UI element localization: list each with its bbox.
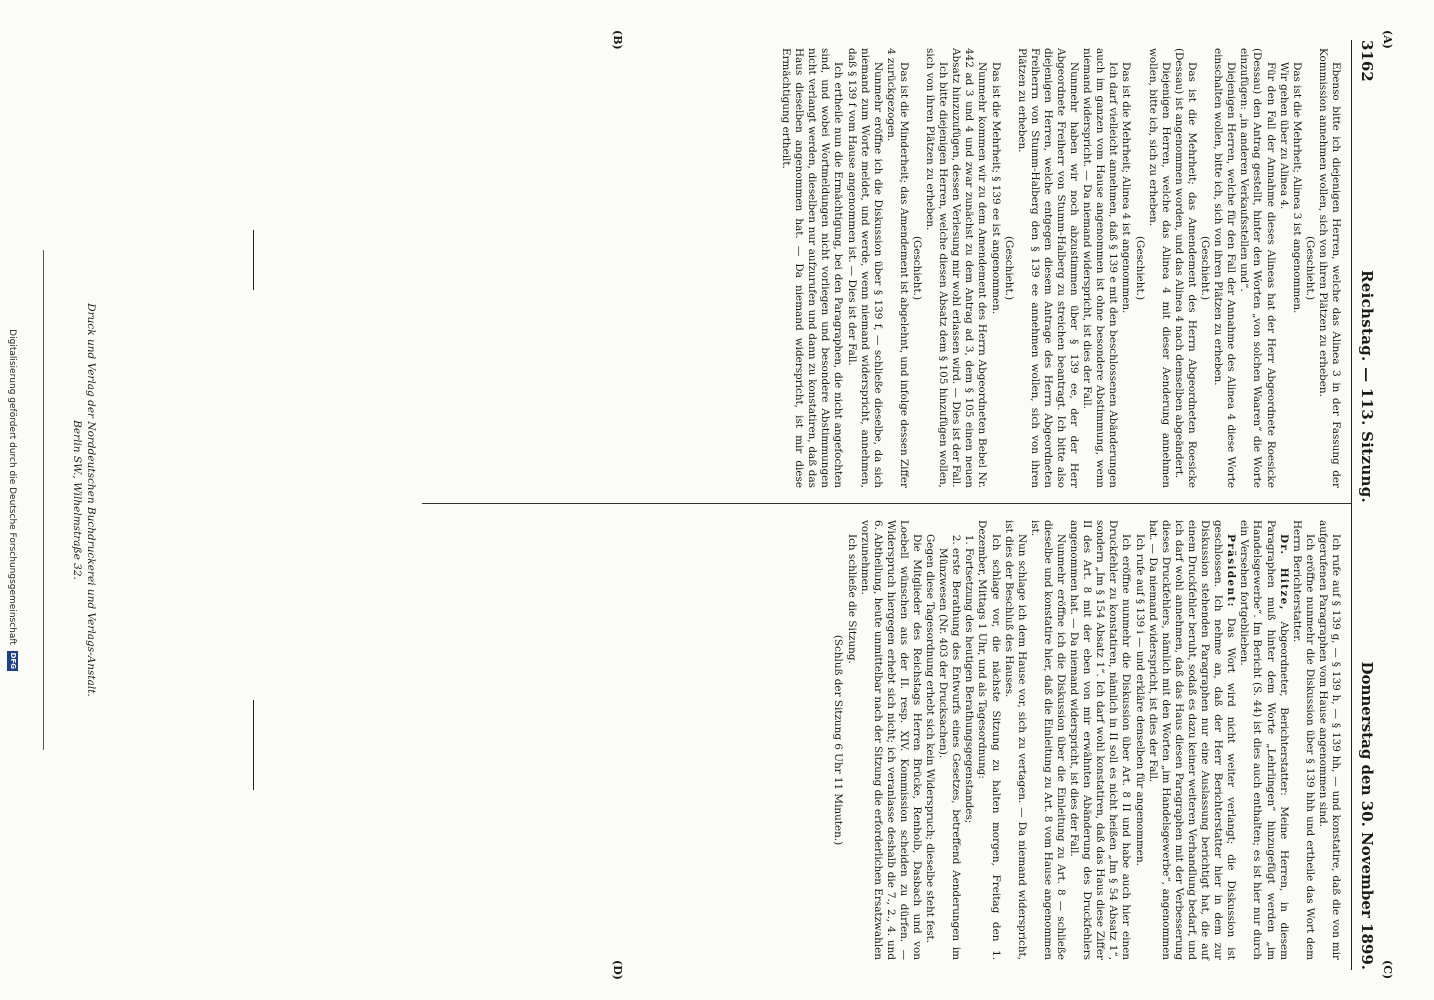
- paragraph: Das ist die Mehrheit; das Amendement des Herrn Abgeordneten Roesicke (Dessau) ist angenommen worden, und das Alinea 4 nach demselben abgeändert.: [1172, 48, 1198, 488]
- imprint-line: Druck und Verlag der Norddeutschen Buchdruckerei und Verlags-Anstalt.: [85, 303, 97, 697]
- stage-direction: (Geschieht.): [1303, 235, 1316, 301]
- session-date: Donnerstag den 30. November 1899.: [1358, 661, 1376, 970]
- agenda-list: [936, 520, 975, 960]
- speech-president: [1146, 520, 1238, 960]
- paragraph: Ich eröffne nunmehr die Diskussion über § 139 hhh und ertheile das Wort dem Herrn Berichterstatter.: [1290, 520, 1316, 960]
- margin-marker-a: (A): [1381, 30, 1394, 49]
- agenda-item: 2. erste Berathung des Entwurfs eines Gesetzes, betreffend Aenderungen im Münzwesen (Nr. 403 der Drucksachen).: [936, 548, 962, 960]
- left-column: [779, 48, 1342, 488]
- paragraph: Ich rufe auf § 139 i — und erkläre denselben für angenommen.: [1133, 534, 1146, 866]
- column-divider: [422, 503, 1352, 504]
- paragraph: Nun schlage ich dem Hause vor, sich zu vertagen. — Da niemand widerspricht, ist dies der Beschluß des Hauses.: [1002, 520, 1028, 960]
- running-title: Reichstag. — 113. Sitzung.: [1358, 270, 1376, 504]
- imprint-rule: [43, 250, 44, 750]
- speech-text: Abgeordneter, Berichterstatter: Meine Herren, in diesem Paragraphen muß hinter dem Worte „Lehrlingen“ hinzugefügt werden „im Handelsgewerbe“. Im Bericht (S. 44) ist dies auch enthalten; es ist hier nur durch ein Versehen fortgeblieben.: [1238, 520, 1290, 960]
- paragraph: Nunmehr eröffne ich die Diskussion über § 139 f, — schließe dieselbe, da sich niemand zum Worte meldet, und werde, wenn niemand widerspricht, annehmen, daß § 139 f vom Hause angenommen ist. — Dies ist der Fall.: [845, 48, 884, 488]
- margin-marker-b: (B): [611, 30, 624, 50]
- paragraph: Ich rufe auf § 139 g, — § 139 h, — § 139 hh, — und konstatire, daß die von mir aufgerufenen Paragraphen vom Hause angenommen sind.: [1316, 520, 1342, 960]
- end-rule: [253, 700, 254, 790]
- paragraph: Das ist die Mehrheit; Alinea 3 ist angenommen.: [1290, 62, 1303, 314]
- end-rule: [253, 230, 254, 290]
- paragraph: Diejenigen Herren, welche für den Fall der Annahme des Alinea 4 diese Worte einschalten wollen, bitte ich, sich von ihren Plätzen zu erheben.: [1212, 48, 1238, 488]
- speech-rapporteur: [1237, 520, 1289, 960]
- paragraph: Nunmehr kommen wir zu dem Amendement des Herrn Abgeordneten Bebel Nr. 442 ad 3 und 4 und zwar zunächst zu dem Antrag ad 3, dem § 105 einen neuen Absatz hinzuzufügen, dessen Verlesung mir wohl erlassen wird. — Dies ist der Fall.: [950, 48, 989, 488]
- paragraph: Ich eröffne nunmehr die Diskussion über Art. 8 II und habe auch hier einen Druckfehler zu konstatiren, nämlich in II soll es nicht heißen „Im § 54 Absatz 1“, sondern „Im § 154 Absatz 1“. Ich darf wohl konstatiren, daß das Haus diese Ziffer II des Art. 8 mit der eben von mir erwähnten Abänderung des Druckfehlers angenommen hat. — Da niemand widerspricht, ist dies der Fall.: [1068, 520, 1133, 960]
- margin-marker-d: (D): [611, 960, 624, 980]
- running-header: [1354, 40, 1376, 970]
- right-column: [831, 520, 1342, 960]
- paragraph: Nunmehr eröffne ich die Diskussion über die Einleitung zu Art. 8 — schließe dieselbe und konstatire hier, daß die Einleitung zu Art. 8 vom Hause angenommen ist.: [1028, 520, 1068, 960]
- stage-direction: (Geschieht.): [911, 235, 923, 301]
- paragraph: Ich schlage vor, die nächste Sitzung zu halten morgen, Freitag den 1. Dezember, Mittags 1 Uhr, und als Tagesordnung:: [976, 520, 1002, 960]
- digitization-text: Digitalisierung gefördert durch die Deutsche Forschungsgemeinschaft: [7, 329, 17, 645]
- paragraph: Diejenigen Herren, welche das Alinea 4 mit dieser Aenderung annehmen wollen, bitte ich, sich zu erheben.: [1146, 48, 1172, 488]
- paragraph: Wir gehen über zu Alinea 4.: [1277, 62, 1290, 210]
- stage-direction: (Geschieht.): [1002, 235, 1015, 301]
- paragraph: Ich ertheile nun die Ermächtigung, bei den Paragraphen, die nicht angefochten sind, und wobei Wortmeldungen nicht vorliegen und besondere Abstimmungen nicht verlangt werden, dieselben nur aufzurufen und dann zu konstatiren, daß das Haus dieselben angenommen hat. — Da niemand widerspricht, ist mir diese Ermächtigung ertheilt.: [780, 48, 845, 488]
- paragraph: Das ist die Minderheit; das Amendement ist abgelehnt, und infolge dessen Ziffer 4 zurückgezogen.: [884, 48, 910, 488]
- imprint-line: Berlin SW., Wilhelmstraße 32.: [71, 420, 83, 580]
- paragraph: Ebenso bitte ich diejenigen Herren, welche das Alinea 3 in der Fassung der Kommission annehmen wollen, sich von ihren Plätzen zu erheben.: [1316, 48, 1342, 488]
- agenda-item: 1. Fortsetzung des heutigen Berathungsgegenstandes;: [962, 548, 975, 960]
- speaker-name: Präsident:: [1225, 534, 1238, 608]
- header-rule: [1351, 40, 1352, 970]
- paragraph: Ich schließe die Sitzung.: [845, 534, 858, 664]
- paragraph: Ich darf vielleicht annehmen, daß § 139 e mit den beschlossenen Abänderungen auch im ganzen vom Hause angenommen ist ohne besondere Abstimmung, wenn niemand widerspricht. — Da niemand widerspricht, ist dies der Fall.: [1081, 48, 1120, 488]
- dfg-logo-icon: DFG: [9, 652, 17, 669]
- printer-imprint: [70, 30, 98, 970]
- digitization-note: [3, 0, 21, 1000]
- stage-direction: (Geschieht.): [1133, 235, 1146, 301]
- paragraph: Die Mitglieder des Reichstags Herren Brücke, Renholb, Dasbach und von Loebell wünschen aus der II. resp. XIV. Kommission scheiden zu dürfen. — Widerspruch hiergegen erhebt sich nicht; ich veranlasse deshalb die 7., 2., 4. und 6. Abtheilung, heute unmittelbar nach der Sitzung die erforderlichen Ersatzwahlen vorzunehmen.: [858, 520, 923, 960]
- paragraph: Das ist die Mehrheit; § 139 ee ist angenommen.: [989, 62, 1002, 315]
- speech-text: Das Wort wird nicht weiter verlangt; die Diskussion ist geschlossen. Ich nehme an, daß der Herr Berichterstatter hier in dem zur Diskussion stehenden Paragraphen nur eine Auslassung berichtigt hat, die auf einem Druckfehler beruht, sodaß es dazu keiner weiteren Verhandlung bedarf, und ich darf wohl annehmen, daß das Haus diesen Paragraphen mit der Verbesserung dieses Druckfehlers, nämlich mit den Worten „im Handelsgewerbe“, angenommen hat. — Da niemand widerspricht, ist dies der Fall.: [1146, 520, 1238, 960]
- session-closing: (Schluß der Sitzung 6 Uhr 11 Minuten.): [832, 634, 845, 846]
- paragraph: Gegen diese Tagesordnung erhebt sich kein Widerspruch; dieselbe steht fest.: [924, 534, 937, 944]
- paragraph: Für den Fall der Annahme dieses Alineas hat der Herr Abgeordnete Roesicke (Dessau) den Antrag gestellt, hinter den Worten „von solchen Waaren“ die Worte einzufügen: „in anderen Verkaufsstellen und“.: [1238, 48, 1277, 488]
- speaker-name: Dr. Hitze,: [1277, 534, 1290, 611]
- margin-marker-c: (C): [1381, 960, 1394, 980]
- paragraph: Nunmehr haben wir noch abzustimmen über § 139 ee, der der Herr Abgeordnete Freiherr von Stumm-Halberg zu streichen beantragt. Ich bitte also diejenigen Herren, welche entgegen diesem Antrage des Herrn Abgeordneten Freiherrn von Stumm-Halberg den § 139 ee annehmen wollen, sich von ihren Plätzen zu erheben.: [1015, 48, 1081, 488]
- paragraph: Ich bitte diejenigen Herren, welche diesen Absatz dem § 105 hinzufügen wollen, sich von ihren Plätzen zu erheben.: [924, 48, 950, 488]
- stage-direction: (Geschieht.): [1199, 235, 1212, 301]
- page-number: 3162: [1358, 40, 1376, 82]
- paragraph: Das ist die Mehrheit; Alinea 4 ist angenommen.: [1120, 62, 1133, 314]
